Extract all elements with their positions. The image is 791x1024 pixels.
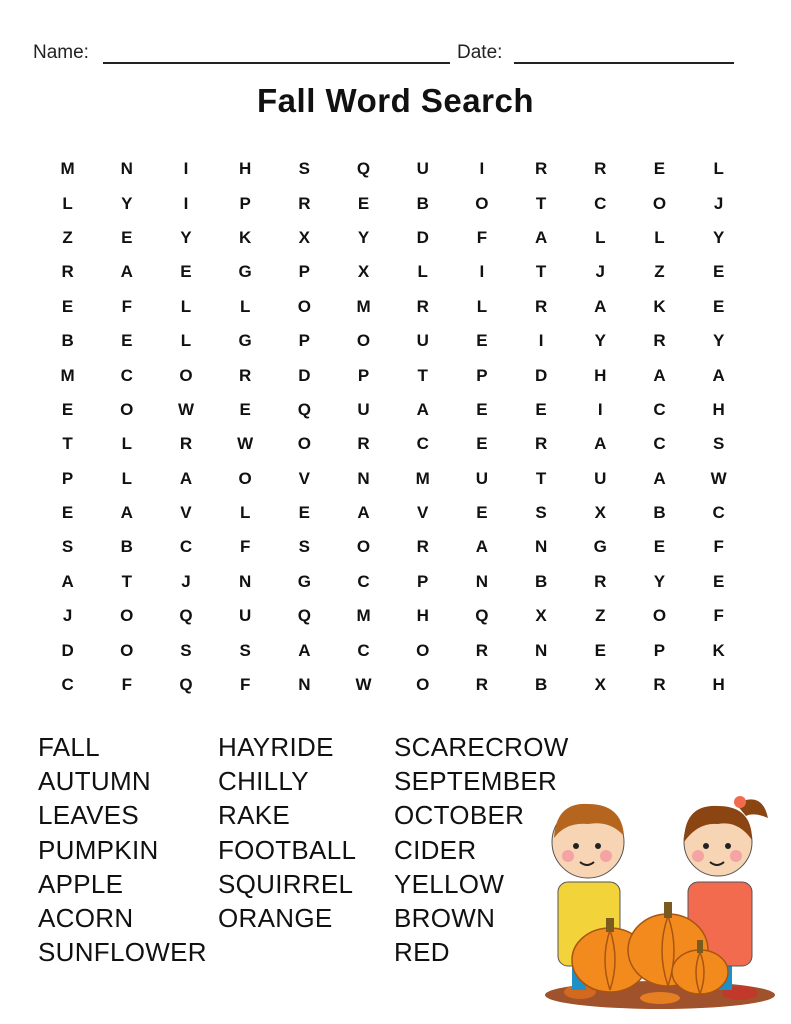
grid-letter: B (653, 503, 666, 523)
grid-letter: E (476, 434, 488, 454)
fall-kids-pumpkins-icon (540, 790, 780, 1010)
word-list-item: YELLOW (394, 868, 505, 899)
grid-letter: C (61, 675, 74, 695)
grid-letter: L (121, 468, 132, 488)
grid-letter: P (239, 193, 251, 213)
grid-letter: B (534, 571, 548, 591)
grid-letter: C (357, 571, 370, 591)
grid-letter: A (416, 399, 429, 419)
word-list-item: SQUIRREL (218, 868, 354, 899)
word-list-item: RAKE (218, 800, 291, 831)
grid-letter: T (417, 365, 428, 385)
grid-letter: M (60, 159, 75, 179)
grid-letter: E (121, 227, 133, 247)
grid-letter: P (417, 571, 429, 591)
page-title: Fall Word Search (257, 82, 534, 119)
grid-letter: O (356, 331, 371, 351)
grid-letter: Q (297, 399, 311, 419)
grid-letter: F (713, 537, 724, 557)
grid-letter: R (534, 296, 548, 316)
grid-letter: R (534, 159, 548, 179)
grid-letter: W (355, 675, 372, 695)
grid-letter: D (61, 640, 74, 660)
grid-letter: E (712, 296, 725, 316)
grid-letter: R (357, 434, 370, 454)
grid-letter: E (653, 159, 666, 179)
grid-letter: Y (653, 571, 666, 591)
grid-letter: R (298, 193, 311, 213)
grid-letter: R (61, 262, 74, 282)
grid-letter: H (594, 365, 607, 385)
grid-letter: Z (62, 227, 73, 247)
grid-letter: R (594, 159, 607, 179)
grid-letter: P (357, 365, 370, 385)
grid-letter: A (179, 468, 193, 488)
grid-letter: R (179, 434, 193, 454)
grid-letter: G (238, 262, 252, 282)
grid-letter: P (298, 262, 311, 282)
grid-letter: M (356, 296, 371, 316)
grid-letter: O (356, 537, 371, 557)
grid-letter: L (121, 434, 132, 454)
grid-letter: C (179, 537, 193, 557)
grid-letter: E (239, 399, 251, 419)
grid-letter: S (239, 640, 251, 660)
grid-letter: A (594, 296, 607, 316)
grid-letter: E (180, 262, 192, 282)
word-list-item: SEPTEMBER (394, 766, 558, 797)
grid-letter: A (653, 468, 666, 488)
grid-letter: E (61, 296, 74, 316)
grid-letter: O (416, 675, 430, 695)
grid-letter: S (535, 503, 547, 523)
grid-letter: A (120, 503, 133, 523)
date-line[interactable] (514, 62, 734, 64)
grid-letter: H (416, 606, 429, 626)
grid-letter: L (180, 296, 192, 316)
word-list-item: AUTUMN (38, 766, 152, 797)
word-list-item: FALL (38, 732, 100, 762)
grid-letter: L (654, 227, 665, 247)
grid-letter: E (61, 399, 74, 419)
word-list-item: PUMPKIN (38, 834, 159, 865)
grid-letter: S (298, 537, 311, 557)
grid-letter: E (476, 503, 488, 523)
grid-letter: Y (180, 227, 192, 247)
grid-letter: A (298, 640, 311, 660)
letter-grid (38, 152, 748, 702)
word-list-item: CIDER (394, 834, 477, 865)
grid-letter: V (180, 503, 192, 523)
grid-letter: T (62, 434, 73, 454)
grid-letter: L (713, 159, 724, 179)
grid-letter: Q (475, 606, 489, 626)
word-list-item: SCARECROW (394, 732, 569, 762)
grid-letter: T (535, 193, 547, 213)
grid-letter: B (120, 537, 133, 557)
grid-letter: I (479, 159, 485, 179)
word-list-item: LEAVES (38, 800, 140, 831)
grid-letter: U (475, 468, 489, 488)
grid-letter: N (357, 468, 370, 488)
word-list-item: SUNFLOWER (38, 937, 207, 968)
grid-letter: J (181, 571, 191, 591)
grid-letter: O (297, 434, 311, 454)
grid-letter: F (121, 675, 132, 695)
grid-letter: K (239, 227, 252, 247)
grid-letter: X (594, 503, 606, 523)
grid-letter: C (712, 503, 725, 523)
grid-letter: Q (179, 606, 193, 626)
grid-letter: N (475, 571, 489, 591)
name-line[interactable] (103, 62, 450, 64)
grid-letter: J (595, 262, 606, 282)
grid-letter: W (710, 468, 727, 488)
grid-letter: E (712, 571, 725, 591)
grid-letter: E (61, 503, 74, 523)
grid-letter: L (417, 262, 428, 282)
grid-letter: R (416, 537, 429, 557)
grid-letter: K (653, 296, 666, 316)
grid-letter: I (479, 262, 485, 282)
grid-letter: R (475, 675, 489, 695)
grid-letter: B (61, 331, 74, 351)
grid-letter: R (475, 640, 489, 660)
grid-letter: E (653, 537, 666, 557)
grid-letter: H (712, 399, 725, 419)
grid-letter: A (475, 537, 489, 557)
grid-letter: P (61, 468, 74, 488)
grid-letter: E (121, 331, 133, 351)
grid-letter: O (652, 193, 667, 213)
grid-letter: V (417, 503, 429, 523)
grid-letter: Q (356, 159, 371, 179)
grid-letter: N (298, 675, 311, 695)
word-list-item: CHILLY (218, 766, 309, 797)
grid-letter: C (120, 365, 133, 385)
grid-letter: O (120, 399, 134, 419)
name-date-header (33, 40, 743, 68)
grid-letter: A (594, 434, 607, 454)
grid-letter: O (652, 606, 667, 626)
grid-letter: I (183, 193, 189, 213)
grid-letter: P (298, 331, 311, 351)
grid-letter: H (239, 159, 252, 179)
grid-letter: E (476, 399, 488, 419)
grid-letter: X (594, 675, 606, 695)
grid-letter: L (239, 503, 251, 523)
grid-letter: E (298, 503, 311, 523)
grid-letter: L (476, 296, 488, 316)
grid-letter: R (594, 571, 607, 591)
grid-letter: O (179, 365, 193, 385)
grid-letter: R (239, 365, 252, 385)
grid-letter: U (416, 159, 429, 179)
grid-letter: L (239, 296, 251, 316)
grid-letter: R (416, 296, 429, 316)
grid-letter: O (120, 640, 134, 660)
grid-letter: N (120, 159, 133, 179)
grid-letter: N (534, 640, 548, 660)
grid-letter: L (180, 331, 192, 351)
grid-letter: Y (712, 331, 725, 351)
word-column-1 (38, 730, 207, 969)
grid-letter: A (653, 365, 666, 385)
name-label: Name: (33, 42, 89, 63)
grid-letter: R (653, 675, 666, 695)
grid-letter: F (239, 675, 251, 695)
word-list-item: BROWN (394, 903, 496, 934)
grid-letter: O (238, 468, 252, 488)
grid-letter: F (121, 296, 132, 316)
grid-letter: V (298, 468, 311, 488)
grid-letter: J (713, 193, 724, 213)
grid-letter: G (593, 537, 607, 557)
grid-letter: I (183, 159, 189, 179)
word-list-item: RED (394, 937, 450, 968)
grid-letter: E (712, 262, 725, 282)
grid-letter: O (475, 193, 489, 213)
grid-letter: A (712, 365, 725, 385)
grid-letter: E (535, 399, 547, 419)
grid-letter: R (653, 331, 666, 351)
word-list-item: HAYRIDE (218, 732, 334, 762)
grid-letter: E (357, 193, 370, 213)
grid-letter: A (534, 227, 548, 247)
grid-letter: I (597, 399, 603, 419)
grid-letter: U (594, 468, 607, 488)
grid-letter: W (237, 434, 254, 454)
grid-letter: X (535, 606, 547, 626)
grid-letter: Y (357, 227, 370, 247)
grid-letter: O (416, 640, 430, 660)
grid-letter: M (415, 468, 430, 488)
word-list-item: OCTOBER (394, 800, 525, 831)
grid-letter: M (60, 365, 75, 385)
grid-letter: O (297, 296, 311, 316)
word-list-item: FOOTBALL (218, 834, 357, 865)
grid-letter: L (62, 193, 73, 213)
grid-letter: F (713, 606, 724, 626)
grid-letter: W (177, 399, 194, 419)
grid-letter: I (538, 331, 544, 351)
grid-letter: S (61, 537, 74, 557)
grid-letter: X (357, 262, 370, 282)
grid-letter: Y (594, 331, 606, 351)
word-list-item: ORANGE (218, 903, 333, 934)
grid-letter: M (356, 606, 371, 626)
grid-letter: L (595, 227, 606, 247)
grid-letter: P (653, 640, 666, 660)
grid-letter: C (357, 640, 370, 660)
grid-letter: E (476, 331, 488, 351)
grid-letter: J (62, 606, 73, 626)
date-label: Date: (457, 42, 503, 63)
grid-letter: Y (712, 227, 725, 247)
grid-letter: A (357, 503, 370, 523)
grid-letter: A (120, 262, 133, 282)
grid-letter: B (534, 675, 548, 695)
grid-letter: G (297, 571, 311, 591)
grid-letter: E (594, 640, 606, 660)
grid-letter: Z (595, 606, 606, 626)
grid-letter: T (535, 262, 547, 282)
grid-letter: K (712, 640, 725, 660)
grid-letter: D (534, 365, 548, 385)
grid-letter: G (238, 331, 252, 351)
grid-letter: C (594, 193, 607, 213)
grid-letter: C (653, 399, 666, 419)
word-column-2 (218, 730, 356, 935)
grid-letter: D (416, 227, 429, 247)
grid-letter: Q (297, 606, 311, 626)
grid-letter: S (712, 434, 725, 454)
grid-letter: Y (121, 193, 133, 213)
grid-letter: D (298, 365, 311, 385)
grid-letter: N (239, 571, 252, 591)
grid-letter: Q (179, 675, 193, 695)
grid-letter: U (239, 606, 252, 626)
grid-letter: X (298, 227, 311, 247)
grid-letter: U (357, 399, 370, 419)
grid-letter: U (416, 331, 429, 351)
grid-letter: F (476, 227, 488, 247)
grid-letter: O (120, 606, 134, 626)
grid-letter: R (534, 434, 548, 454)
grid-letter: T (121, 571, 132, 591)
grid-letter: F (239, 537, 251, 557)
grid-letter: C (416, 434, 429, 454)
grid-letter: A (61, 571, 74, 591)
grid-letter: C (653, 434, 666, 454)
grid-letter: P (476, 365, 488, 385)
grid-letter: N (534, 537, 548, 557)
word-list-item: ACORN (38, 903, 134, 934)
grid-letter: H (712, 675, 725, 695)
grid-letter: T (535, 468, 547, 488)
grid-letter: S (298, 159, 311, 179)
grid-letter: B (416, 193, 429, 213)
grid-letter: Z (654, 262, 665, 282)
grid-letter: S (180, 640, 192, 660)
word-list-item: APPLE (38, 868, 124, 899)
